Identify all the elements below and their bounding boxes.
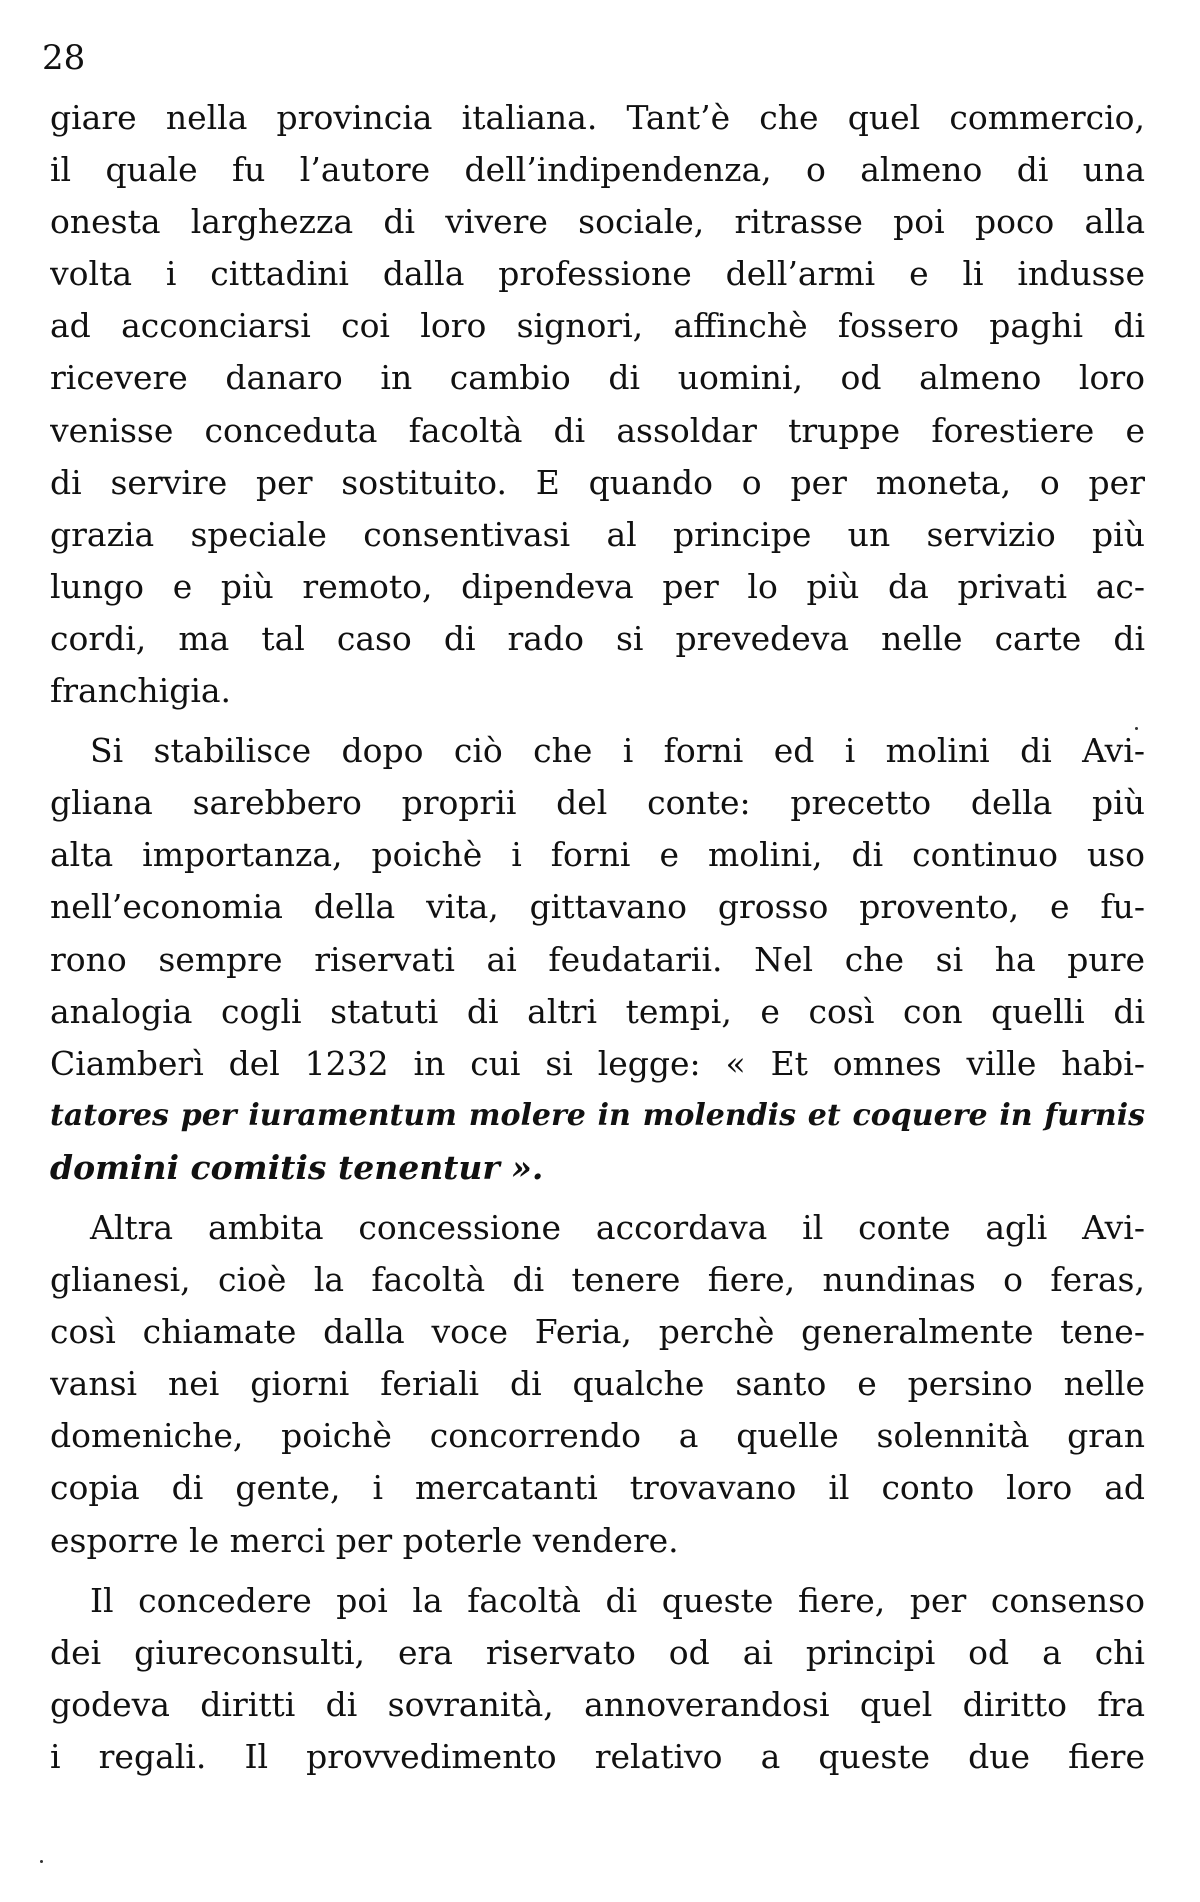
text-line: gliana sarebbero proprii del conte: precetto della più bbox=[50, 783, 1145, 823]
text-line: alta importanza, poichè i forni e molini, di continuo uso bbox=[50, 835, 1145, 875]
text-line: Si stabilisce dopo ciò che i forni ed i molini di Avi- bbox=[90, 731, 1145, 771]
text-line: ad acconciarsi coi loro signori, affinchè fossero paghi di bbox=[50, 306, 1145, 346]
text-line: dei giureconsulti, era riservato od ai principi od a chi bbox=[50, 1632, 1145, 1672]
scan-speck bbox=[1135, 727, 1138, 730]
text-line: godeva diritti di sovranità, annoverandosi quel diritto fra bbox=[50, 1684, 1145, 1724]
text-line: grazia speciale consentivasi al principe un servizio più bbox=[50, 514, 1145, 554]
latin-quote-line: domini comitis tenentur ». bbox=[50, 1147, 544, 1187]
text-line: di servire per sostituito. E quando o per moneta, o per bbox=[50, 462, 1145, 502]
paragraph-2 bbox=[50, 725, 1145, 1194]
page-number: 28 bbox=[42, 38, 86, 78]
text-line: domeniche, poichè concorrendo a quelle solennità gran bbox=[50, 1416, 1145, 1456]
paragraph-1 bbox=[50, 92, 1145, 717]
text-line: Il concedere poi la facoltà di queste fiere, per consenso bbox=[90, 1580, 1145, 1620]
text-line: Altra ambita concessione accordava il conte agli Avi- bbox=[90, 1207, 1145, 1247]
paragraph-3 bbox=[50, 1202, 1145, 1567]
text-line: copia di gente, i mercatanti trovavano il conto loro ad bbox=[50, 1468, 1145, 1508]
text-line: glianesi, cioè la facoltà di tenere fiere, nundinas o feras, bbox=[50, 1260, 1145, 1300]
text-line: il quale fu l’autore dell’indipendenza, o almeno di una bbox=[50, 150, 1145, 190]
text-line: venisse conceduta facoltà di assoldar truppe forestiere e bbox=[50, 410, 1145, 450]
paragraph-4 bbox=[50, 1575, 1145, 1783]
text-line: Ciamberì del 1232 in cui si legge: « Et omnes ville habi- bbox=[50, 1043, 1145, 1083]
text-line: i regali. Il provvedimento relativo a queste due fiere bbox=[50, 1736, 1145, 1776]
text-line: così chiamate dalla voce Feria, perchè generalmente tene- bbox=[50, 1312, 1145, 1352]
text-line: onesta larghezza di vivere sociale, ritrasse poi poco alla bbox=[50, 202, 1145, 242]
text-line: cordi, ma tal caso di rado si prevedeva nelle carte di bbox=[50, 618, 1145, 658]
latin-quote-line: tatores per iuramentum molere in molendis et coquere in furnis bbox=[50, 1097, 1145, 1133]
text-line: rono sempre riservati ai feudatarii. Nel che si ha pure bbox=[50, 939, 1145, 979]
body-text bbox=[50, 92, 1145, 1783]
text-line: volta i cittadini dalla professione dell’armi e li indusse bbox=[50, 254, 1145, 294]
scan-speck bbox=[40, 1860, 43, 1863]
text-line: giare nella provincia italiana. Tant’è che quel commercio, bbox=[50, 98, 1145, 137]
text-line: franchigia. bbox=[50, 671, 232, 711]
text-line: lungo e più remoto, dipendeva per lo più da privati ac- bbox=[50, 566, 1145, 606]
text-line: vansi nei giorni feriali di qualche santo e persino nelle bbox=[50, 1364, 1145, 1404]
text-line: nell’economia della vita, gittavano grosso provento, e fu- bbox=[50, 887, 1145, 927]
text-line: ricevere danaro in cambio di uomini, od almeno loro bbox=[50, 358, 1145, 398]
text-line: analogia cogli statuti di altri tempi, e così con quelli di bbox=[50, 991, 1145, 1031]
text-line: esporre le merci per poterle vendere. bbox=[50, 1520, 679, 1560]
